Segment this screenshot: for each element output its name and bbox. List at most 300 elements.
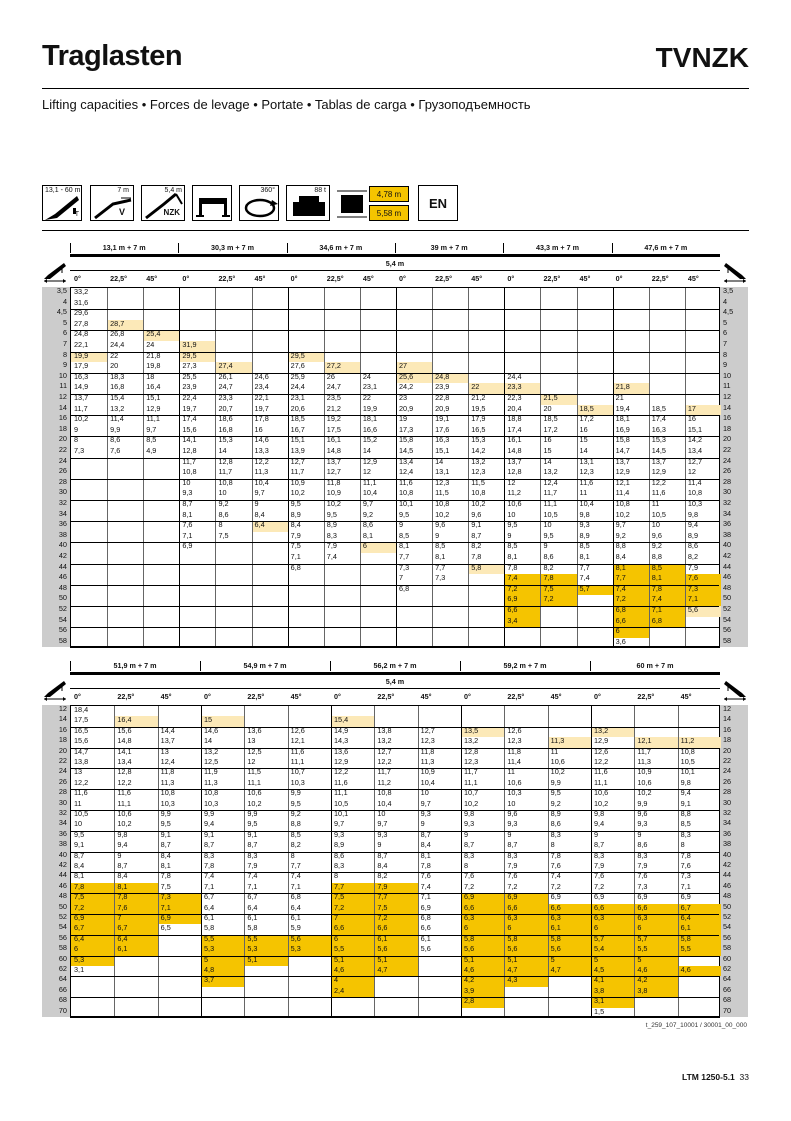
- capacity-cell: 8,5: [649, 564, 685, 575]
- config-divider: [395, 243, 396, 253]
- capacity-cell: 14: [435, 456, 444, 466]
- capacity-cell: 7,8: [160, 871, 171, 881]
- capacity-cell: 7,4: [247, 871, 258, 881]
- radius-label: 50: [58, 593, 67, 603]
- capacity-cell: 8: [290, 850, 295, 860]
- capacity-cell: 8,9: [579, 530, 590, 540]
- capacity-cell: 6,8: [649, 617, 685, 628]
- section-rule: [42, 230, 749, 231]
- counterweight-icon: [286, 185, 330, 221]
- capacity-cell: 6,6: [634, 904, 677, 914]
- capacity-cell: 8,4: [254, 509, 265, 519]
- capacity-cell: 27,3: [182, 361, 197, 371]
- capacity-cell: 5,6: [548, 945, 591, 955]
- capacity-cell: 6,9: [182, 541, 193, 551]
- capacity-cell: 9,4: [204, 819, 215, 829]
- capacity-cell: 11,1: [594, 777, 608, 787]
- capacity-cell: 9,9: [637, 798, 648, 808]
- radius-label: 22: [58, 756, 67, 765]
- radius-label: 64: [723, 974, 732, 984]
- capacity-cell: 9,5: [160, 819, 171, 829]
- capacity-cell: 5: [591, 956, 634, 966]
- capacity-cell: 18: [146, 371, 155, 381]
- capacity-cell: 10,8: [377, 788, 392, 798]
- capacity-cell: 14,4: [160, 725, 175, 735]
- config-header: 60 m + 7 m: [636, 661, 674, 670]
- capacity-cell: 8,1: [435, 552, 446, 561]
- capacity-cell: 28,7: [107, 320, 143, 331]
- row-divider: [71, 976, 719, 977]
- capacity-cell: 8,6: [334, 850, 345, 860]
- capacity-cell: 7,2: [613, 595, 649, 606]
- capacity-cell: 7,9: [247, 861, 258, 870]
- capacity-cell: 17,4: [507, 424, 522, 434]
- crane-icon: [722, 679, 748, 706]
- capacity-cell: 9,1: [680, 798, 691, 808]
- capacity-cell: 6,9: [420, 902, 431, 912]
- capacity-cell: 7,7: [374, 893, 417, 903]
- column-divider: [678, 706, 679, 1016]
- capacity-cell: 15,8: [615, 435, 630, 445]
- capacity-cell: 7,2: [331, 904, 374, 914]
- capacity-cell: 6,4: [290, 902, 301, 912]
- angle-header: 45°: [687, 274, 699, 283]
- capacity-cell: 9,2: [615, 530, 626, 540]
- capacity-cell: 6,6: [504, 904, 547, 914]
- capacity-cell: 10,1: [399, 499, 414, 508]
- capacity-cell: 13,4: [117, 757, 132, 766]
- angle-header: 45°: [471, 274, 483, 283]
- capacity-cell: 12: [507, 477, 516, 487]
- capacity-cell: 9: [507, 829, 512, 839]
- capacity-cell: 23,1: [290, 393, 305, 402]
- capacity-cell: 18,1: [615, 414, 630, 424]
- capacity-cell: 8: [74, 435, 79, 445]
- capacity-cell: 24,8: [432, 373, 468, 384]
- capacity-cell: 9,9: [247, 809, 258, 818]
- capacity-cell: 14,2: [687, 435, 703, 445]
- radius-label: 9: [62, 360, 67, 370]
- radius-label: 58: [723, 635, 732, 645]
- capacity-cell: 12,8: [464, 746, 479, 756]
- capacity-cell: 7,8: [420, 861, 431, 870]
- angle-header: 22,5°: [435, 274, 452, 283]
- capacity-cell: 7,3: [74, 446, 85, 455]
- capacity-cell: 8,7: [420, 829, 431, 839]
- capacity-cell: 5,7: [634, 935, 677, 945]
- radius-label: 60: [58, 953, 67, 963]
- capacity-cell: 22: [362, 393, 371, 402]
- capacity-cell: 7,4: [326, 552, 337, 561]
- capacity-cell: 7,8: [71, 883, 114, 893]
- capacity-cell: 7,1: [680, 881, 691, 891]
- capacity-cell: 14,8: [326, 446, 341, 455]
- capacity-cell: 8,9: [326, 520, 337, 530]
- capacity-cell: 10: [507, 509, 516, 519]
- radius-label: 34: [58, 818, 67, 828]
- capacity-cell: 14,1: [182, 435, 197, 445]
- config-header: 47,6 m + 7 m: [644, 243, 688, 252]
- capacity-cell: 6,7: [114, 924, 157, 934]
- capacity-cell: 7,2: [550, 881, 561, 891]
- capacity-cell: 11,3: [204, 777, 218, 787]
- capacity-cell: 5,1: [331, 956, 374, 966]
- capacity-cell: 7,2: [540, 595, 576, 606]
- capacity-cell: 22: [468, 383, 504, 394]
- capacity-cell: 7,3: [158, 893, 201, 903]
- capacity-cell: 8,7: [160, 840, 171, 850]
- capacity-cell: 12,3: [435, 477, 450, 487]
- jib-nzk-icon: 5,4 m NZK: [141, 185, 185, 221]
- capacity-cell: 9,1: [204, 829, 215, 839]
- row-divider: [71, 352, 719, 353]
- radius-label: 28: [58, 476, 67, 486]
- column-divider: [201, 706, 202, 1016]
- radius-label: 34: [723, 508, 732, 518]
- radius-label: 48: [723, 582, 732, 592]
- capacity-cell: 11,7: [464, 767, 478, 777]
- capacity-cell: 10,4: [362, 488, 378, 498]
- capacity-cell: 16,7: [290, 424, 305, 434]
- capacity-cell: 5,7: [577, 585, 613, 596]
- capacity-cell: 8,4: [160, 850, 171, 860]
- row-divider: [71, 997, 719, 998]
- capacity-cell: 25,4: [143, 330, 179, 341]
- capacity-cell: 11,7: [377, 767, 391, 777]
- capacity-cell: 13,6: [334, 746, 349, 756]
- capacity-cell: 6: [613, 627, 649, 638]
- capacity-cell: 10,3: [507, 788, 522, 798]
- capacity-cell: 6,5: [160, 923, 171, 933]
- capacity-cell: 7,6: [182, 520, 193, 530]
- capacity-cell: 12,6: [290, 725, 305, 735]
- column-divider: [649, 288, 650, 646]
- capacity-cell: 9,3: [579, 520, 590, 530]
- capacity-cell: 10,2: [290, 488, 305, 498]
- capacity-cell: 15,1: [687, 424, 703, 434]
- capacity-cell: 6,9: [504, 893, 547, 903]
- radius-label: 30: [58, 797, 67, 807]
- jib-v-label: 7 m: [117, 187, 129, 194]
- capacity-cell: 19,9: [71, 352, 107, 363]
- capacity-cell: 16: [579, 424, 588, 434]
- capacity-cell: 13,4: [399, 456, 414, 466]
- capacity-cell: 10,8: [218, 477, 233, 487]
- capacity-cell: 3,9: [461, 987, 504, 997]
- capacity-cell: 24,7: [218, 382, 233, 392]
- radius-label: 66: [723, 984, 732, 994]
- capacity-cell: 10,5: [334, 798, 349, 808]
- config-divider: [178, 243, 179, 253]
- radius-label: 20: [723, 745, 732, 755]
- capacity-cell: 14,1: [117, 746, 132, 756]
- language-badge: EN: [418, 185, 458, 221]
- row-divider: [71, 564, 719, 565]
- capacity-cell: 5: [634, 956, 677, 966]
- column-divider: [143, 288, 144, 646]
- capacity-cell: 13,4: [687, 446, 703, 455]
- radius-label: 48: [58, 891, 67, 901]
- capacity-cell: 13,2: [471, 456, 486, 466]
- capacity-cell: 17,4: [651, 414, 666, 424]
- capacity-cell: 12,1: [615, 477, 630, 487]
- capacity-cell: 3,7: [201, 976, 244, 986]
- capacity-cell: 9,6: [435, 520, 446, 530]
- capacity-cell: 7,5: [331, 893, 374, 903]
- capacity-cell: 23: [399, 393, 408, 402]
- capacity-cell: 11,8: [160, 767, 175, 777]
- radius-label: 12: [58, 704, 67, 713]
- capacity-cell: 19,7: [182, 403, 197, 413]
- crane-icon: [722, 261, 748, 288]
- capacity-cell: 12,3: [464, 757, 479, 766]
- capacity-cell: 9: [543, 541, 548, 551]
- radius-label: 70: [58, 1005, 67, 1015]
- capacity-cell: 8,6: [637, 840, 648, 850]
- capacity-cell: 8,9: [550, 809, 561, 818]
- capacity-cell: 6,3: [634, 914, 677, 924]
- column-divider: [244, 706, 245, 1016]
- capacity-cell: 7,3: [637, 881, 648, 891]
- capacity-cell: 7,9: [687, 562, 699, 572]
- column-divider: [215, 288, 216, 646]
- capacity-cell: 6,1: [247, 913, 258, 922]
- row-divider: [71, 627, 719, 628]
- capacity-cell: 12,1: [290, 736, 305, 746]
- capacity-cell: 18,3: [110, 371, 125, 381]
- capacity-cell: 11: [74, 798, 82, 808]
- radius-label: 56: [58, 625, 67, 635]
- row-divider: [71, 330, 719, 331]
- capacity-cell: 6,9: [550, 892, 561, 902]
- capacity-cell: 12,3: [507, 736, 522, 746]
- angle-header: 45°: [362, 274, 374, 283]
- capacity-cell: 10,2: [471, 499, 486, 508]
- row-divider: [71, 810, 719, 811]
- capacity-cell: 8,3: [247, 850, 258, 860]
- capacity-cell: 9,8: [464, 809, 475, 818]
- capacity-cell: 8,2: [543, 562, 554, 572]
- capacity-cell: 6,4: [252, 521, 288, 532]
- capacity-cell: 16,1: [326, 435, 341, 445]
- grid-bottom-rule: [70, 1017, 720, 1018]
- capacity-cell: 4,7: [504, 966, 547, 976]
- capacity-cell: 7,1: [182, 530, 193, 540]
- capacity-cell: 21,2: [326, 403, 341, 413]
- capacity-cell: 10,6: [247, 788, 262, 798]
- radius-label: 5: [62, 317, 67, 327]
- capacity-cell: 10,2: [464, 798, 479, 808]
- radius-label: 16: [723, 413, 732, 423]
- capacity-cell: 12,2: [74, 777, 89, 787]
- capacity-cell: 3,6: [615, 636, 626, 646]
- capacity-cell: 9,1: [247, 829, 258, 839]
- capacity-cell: 24,4: [110, 340, 125, 349]
- capacity-cell: 9,3: [334, 829, 345, 839]
- column-divider: [591, 706, 592, 1016]
- radius-label: 50: [58, 901, 67, 911]
- capacity-cell: 26: [326, 371, 335, 381]
- capacity-cell: 8,7: [204, 840, 215, 850]
- capacity-cell: 9,6: [651, 530, 662, 540]
- capacity-cell: 9,9: [160, 809, 171, 818]
- capacity-cell: 8: [550, 840, 555, 850]
- capacity-cell: 6,6: [374, 924, 417, 934]
- capacity-cell: 14: [218, 446, 227, 455]
- capacity-cell: 18,5: [543, 414, 558, 424]
- capacity-cell: 10,8: [687, 488, 703, 498]
- capacity-cell: 6,9: [680, 892, 691, 902]
- angle-header: 0°: [74, 692, 81, 701]
- capacity-cell: 9: [399, 520, 404, 530]
- capacity-cell: 7,6: [637, 871, 648, 881]
- capacity-cell: 7,7: [435, 562, 446, 572]
- capacity-cell: 6,4: [204, 902, 215, 912]
- radius-label: 4: [723, 296, 728, 306]
- capacity-cell: 2,8: [461, 997, 504, 1007]
- capacity-cell: 8,1: [613, 564, 649, 575]
- jib-v-icon: 7 m V: [90, 185, 134, 221]
- capacity-cell: 10: [218, 488, 227, 498]
- capacity-cell: 14,7: [615, 446, 630, 455]
- angle-header: 0°: [290, 274, 298, 283]
- capacity-cell: 8,5: [435, 541, 446, 551]
- angle-header: 0°: [334, 692, 341, 701]
- capacity-cell: 10,5: [543, 509, 558, 519]
- capacity-cell: 21,2: [471, 393, 486, 402]
- radius-label: 62: [58, 964, 67, 973]
- radius-label: 28: [723, 787, 732, 797]
- capacity-cell: 10,6: [550, 757, 565, 766]
- capacity-cell: 12,9: [362, 456, 378, 466]
- capacity-cell: 5,5: [201, 935, 244, 945]
- capacity-cell: 6,1: [548, 924, 591, 934]
- config-header: 34,6 m + 7 m: [319, 243, 363, 252]
- angle-header: 0°: [615, 274, 623, 283]
- capacity-cell: 9,8: [680, 777, 691, 787]
- capacity-cell: 13,7: [326, 456, 341, 466]
- capacity-cell: 9: [464, 829, 469, 839]
- radius-label: 18: [58, 423, 67, 433]
- capacity-cell: 12,1: [634, 737, 677, 747]
- capacity-cell: 12,2: [334, 767, 349, 777]
- radius-label: 14: [58, 714, 67, 724]
- capacity-cell: 8,5: [399, 530, 410, 540]
- capacity-cell: 11,7: [637, 746, 651, 756]
- capacity-cell: 1,5: [594, 1006, 605, 1016]
- radius-label: 6: [62, 328, 67, 338]
- capacity-cell: 7,6: [507, 871, 518, 881]
- capacity-cell: 8,8: [290, 819, 301, 829]
- capacity-cell: 11,3: [637, 757, 651, 766]
- capacity-cell: 9: [254, 499, 259, 508]
- capacity-cell: 7,1: [247, 881, 258, 891]
- capacity-cell: 11,1: [146, 414, 160, 424]
- capacity-cell: 6,4: [247, 902, 258, 912]
- capacity-cell: 10,2: [74, 414, 89, 424]
- capacity-cell: 17,4: [182, 414, 197, 424]
- angle-header: 0°: [399, 274, 406, 283]
- capacity-cell: 10,7: [464, 788, 479, 798]
- capacity-cell: 7,9: [374, 883, 417, 893]
- capacity-cell: 9,5: [550, 788, 561, 798]
- capacity-cell: 16,5: [471, 424, 486, 434]
- angle-header: 22,5°: [377, 692, 395, 701]
- radius-label: 8: [62, 349, 67, 359]
- capacity-cell: 6,6: [504, 606, 540, 617]
- capacity-cell: 11,3: [160, 777, 175, 787]
- radius-label: 50: [723, 901, 732, 911]
- capacity-cell: 8,8: [680, 809, 691, 818]
- config-header: 39 m + 7 m: [430, 243, 468, 252]
- capacity-cell: 13,7: [74, 393, 89, 402]
- capacity-cell: 14,2: [471, 446, 486, 455]
- angle-header: 22,5°: [651, 274, 669, 283]
- radius-label: 24: [58, 455, 67, 465]
- capacity-cell: 9,7: [362, 499, 374, 508]
- capacity-cell: 5,5: [678, 945, 721, 955]
- capacity-cell: 10,2: [550, 767, 565, 777]
- capacity-cell: 7,7: [399, 552, 410, 561]
- capacity-cell: 8,3: [594, 850, 605, 860]
- capacity-cell: 9,5: [399, 509, 410, 519]
- capacity-cell: 15,1: [435, 446, 450, 455]
- capacity-cell: 6,3: [461, 914, 504, 924]
- capacity-cell: 9,5: [290, 798, 301, 808]
- capacity-cell: 6,1: [290, 913, 301, 922]
- capacity-cell: 5,5: [244, 935, 287, 945]
- capacity-cell: 12,2: [651, 477, 666, 487]
- capacity-cell: 6,1: [114, 945, 157, 955]
- capacity-cell: 8: [334, 871, 339, 881]
- capacity-cell: 12,5: [204, 757, 219, 766]
- capacity-cell: 7,7: [579, 562, 590, 572]
- capacity-cell: 7,8: [507, 562, 518, 572]
- capacity-cell: 15: [201, 716, 244, 726]
- capacity-cell: 13,9: [290, 446, 305, 455]
- column-divider: [288, 288, 289, 646]
- capacity-cell: 11,7: [218, 467, 233, 477]
- capacity-cell: 20,6: [290, 403, 305, 413]
- capacity-cell: 10,4: [377, 798, 392, 808]
- capacity-cell: 8,7: [594, 840, 605, 850]
- radius-label: 7: [62, 339, 67, 348]
- capacity-cell: 19,1: [435, 414, 450, 424]
- capacity-cell: 7,6: [114, 904, 157, 914]
- capacity-cell: 21,8: [146, 350, 161, 360]
- angle-header: 22,5°: [247, 692, 265, 701]
- capacity-cell: 29,6: [74, 308, 89, 318]
- column-divider: [548, 706, 549, 1016]
- capacity-cell: 14,5: [651, 446, 666, 455]
- capacity-cell: 21: [615, 393, 624, 402]
- capacity-cell: 5: [201, 956, 244, 966]
- capacity-cell: 10,3: [687, 499, 703, 508]
- capacity-cell: 5,8: [204, 923, 215, 933]
- capacity-cell: 7,2: [374, 914, 417, 924]
- capacity-cell: 12: [687, 467, 696, 477]
- capacity-cell: 8,7: [247, 840, 258, 850]
- capacity-cell: 9,5: [543, 530, 554, 540]
- capacity-cell: 12,4: [399, 467, 414, 477]
- capacity-cell: 7,4: [290, 871, 301, 881]
- capacity-cell: 12,6: [507, 725, 522, 735]
- capacity-cell: 18,8: [507, 414, 522, 424]
- capacity-cell: 11,5: [435, 488, 449, 498]
- capacity-grid: [70, 287, 720, 647]
- row-divider: [71, 542, 719, 543]
- capacity-cell: 7,7: [331, 883, 374, 893]
